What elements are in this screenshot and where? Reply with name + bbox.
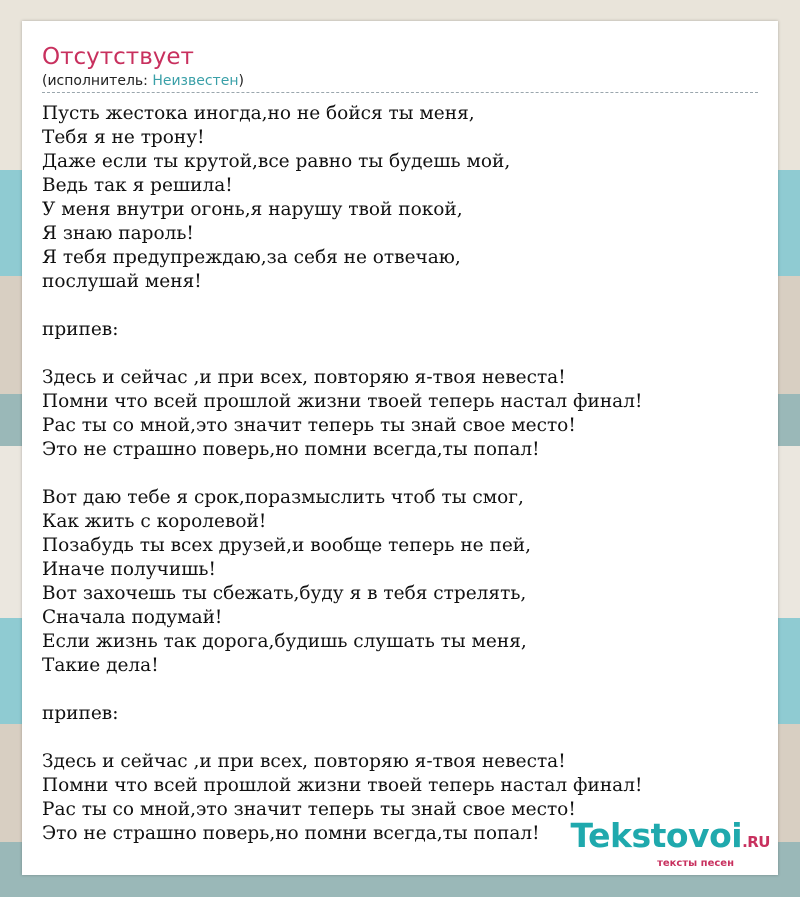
lyrics-line: Если жизнь так дорога,будишь слушать ты меня, [42, 631, 527, 652]
lyrics-line: Я тебя предупреждаю,за себя не отвечаю, [42, 247, 461, 268]
lyrics-line: Как жить с королевой! [42, 511, 267, 532]
lyrics-line: Вот даю тебе я срок,поразмыслить чтоб ты смог, [42, 487, 524, 508]
lyrics-blank-line [42, 726, 758, 750]
lyrics-line: Вот захочешь ты сбежать,буду я в тебя стрелять, [42, 583, 527, 604]
lyrics-line: Позабудь ты всех друзей,и вообще теперь не пей, [42, 535, 531, 556]
artist-byline [42, 72, 758, 90]
lyrics-line: Это не страшно поверь,но помни всегда,ты попал! [42, 439, 540, 460]
lyrics-line: припев: [42, 703, 119, 724]
lyrics-line: Я знаю пароль! [42, 223, 194, 244]
lyrics-text [42, 102, 758, 846]
lyrics-line: припев: [42, 319, 119, 340]
lyrics-line: Это не страшно поверь,но помни всегда,ты попал! [42, 823, 540, 844]
lyrics-line: Тебя я не трону! [42, 127, 205, 148]
lyrics-line: Помни что всей прошлой жизни твоей теперь настал финал! [42, 775, 643, 796]
lyrics-blank-line [42, 462, 758, 486]
lyrics-line: Такие дела! [42, 655, 159, 676]
logo-name: Tekstovoi [570, 816, 743, 855]
lyrics-line: Сначала подумай! [42, 607, 223, 628]
lyrics-line: Рас ты со мной,это значит теперь ты знай свое место! [42, 415, 576, 436]
lyrics-line: Рас ты со мной,это значит теперь ты знай свое место! [42, 799, 576, 820]
logo-wordmark [570, 816, 770, 859]
lyrics-card [22, 21, 778, 875]
lyrics-blank-line [42, 294, 758, 318]
lyrics-line: Даже если ты крутой,все равно ты будешь мой, [42, 151, 511, 172]
lyrics-blank-line [42, 342, 758, 366]
lyrics-line: послушай меня! [42, 271, 202, 292]
lyrics-blank-line [42, 678, 758, 702]
artist-link[interactable]: Неизвестен [152, 73, 239, 89]
lyrics-line: Иначе получишь! [42, 559, 216, 580]
divider [42, 92, 758, 93]
artist-suffix: ) [238, 73, 244, 89]
lyrics-line: Здесь и сейчас ,и при всех, повторяю я-твоя невеста! [42, 751, 566, 772]
logo-tld: .RU [742, 833, 770, 851]
lyrics-line: Пусть жестока иногда,но не бойся ты меня, [42, 103, 475, 124]
lyrics-line: Ведь так я решила! [42, 175, 233, 196]
lyrics-line: Здесь и сейчас ,и при всех, повторяю я-твоя невеста! [42, 367, 566, 388]
artist-prefix: (исполнитель: [42, 73, 153, 89]
lyrics-line: Помни что всей прошлой жизни твоей теперь настал финал! [42, 391, 643, 412]
lyrics-line: У меня внутри огонь,я нарушу твой покой, [42, 199, 463, 220]
site-logo[interactable] [570, 816, 770, 869]
song-title: Отсутствует [42, 44, 194, 70]
logo-tagline: тексты песен [657, 858, 734, 869]
